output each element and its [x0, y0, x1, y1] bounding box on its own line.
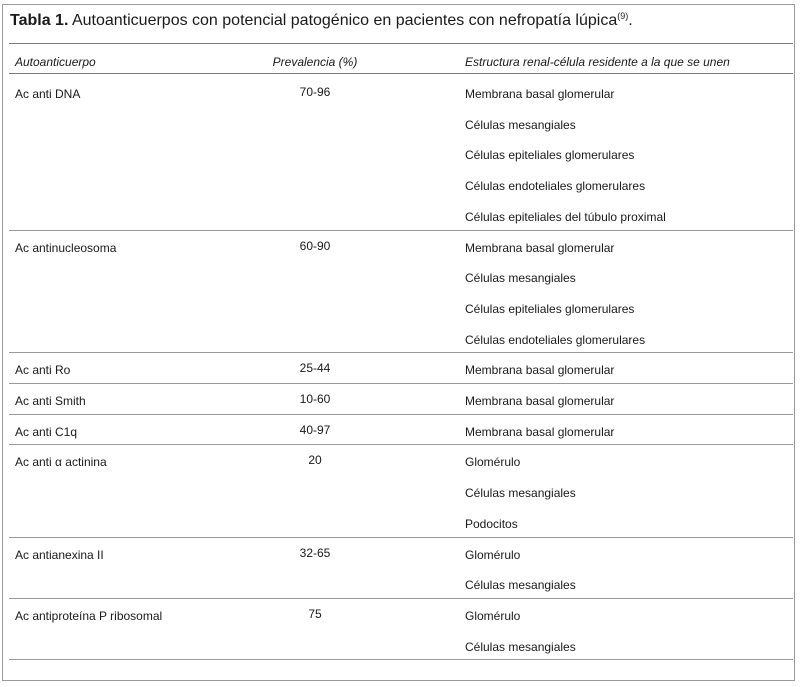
- header-bottom-rule: [9, 73, 793, 74]
- prevalence-cell: 10-60: [299, 392, 331, 406]
- column-header-autoanticuerpo: Autoanticuerpo: [15, 55, 96, 69]
- caption-title: Autoanticuerpos con potencial patogénico en pacientes con nefropatía lúpica: [71, 12, 618, 29]
- caption-period: .: [628, 12, 633, 29]
- target-cell: Glomérulo: [465, 547, 521, 562]
- antibody-cell: Ac antinucleosoma: [15, 240, 117, 255]
- target-cell: Células epiteliales del túbulo proximal: [465, 209, 666, 224]
- caption-label: Tabla 1.: [10, 12, 69, 29]
- antibody-cell: Ac anti α actinina: [15, 455, 107, 470]
- row-separator: [9, 414, 793, 415]
- target-cell: Glomérulo: [465, 608, 521, 623]
- prevalence-cell: 40-97: [299, 422, 331, 437]
- antibody-cell: Ac anti DNA: [15, 87, 81, 101]
- target-cell: Células endoteliales glomerulares: [465, 179, 646, 194]
- row-separator: [9, 537, 793, 538]
- row-separator: [9, 598, 793, 599]
- target-cell: Células mesangiales: [465, 639, 576, 654]
- target-cell: Glomérulo: [465, 455, 521, 470]
- target-cell: Membrana basal glomerular: [465, 394, 615, 408]
- antibody-cell: Ac anti Ro: [15, 363, 71, 378]
- target-cell: Células endoteliales glomerulares: [465, 332, 646, 347]
- prevalence-cell: 75: [308, 606, 322, 621]
- prevalence-cell: 70-96: [299, 85, 331, 99]
- row-separator: [9, 444, 793, 445]
- prevalence-cell: 25-44: [299, 361, 331, 376]
- antibody-cell: Ac antiproteína P ribosomal: [15, 608, 163, 623]
- table-frame: [2, 4, 795, 681]
- prevalence-cell: 32-65: [299, 545, 331, 560]
- prevalence-cell: 60-90: [299, 238, 331, 253]
- target-cell: Células mesangiales: [465, 271, 576, 286]
- target-cell: Membrana basal glomerular: [465, 424, 615, 439]
- target-cell: Membrana basal glomerular: [465, 87, 615, 101]
- row-separator: [9, 383, 793, 384]
- row-separator: [9, 352, 793, 353]
- target-cell: Células epiteliales glomerulares: [465, 148, 635, 163]
- target-cell: Células mesangiales: [465, 486, 576, 501]
- row-separator: [9, 659, 793, 660]
- header-top-rule: [9, 43, 793, 44]
- column-header-estructura: Estructura renal-célula residente a la que se unen: [465, 55, 730, 69]
- target-cell: Células epiteliales glomerulares: [465, 301, 635, 316]
- target-cell: Células mesangiales: [465, 117, 576, 132]
- prevalence-cell: 20: [308, 453, 322, 468]
- column-header-prevalencia: Prevalencia (%): [272, 55, 358, 69]
- target-cell: Membrana basal glomerular: [465, 240, 615, 255]
- target-cell: Podocitos: [465, 516, 518, 531]
- target-cell: Membrana basal glomerular: [465, 363, 615, 378]
- row-separator: [9, 230, 793, 231]
- antibody-cell: Ac anti C1q: [15, 424, 78, 439]
- target-cell: Células mesangiales: [465, 578, 576, 593]
- antibody-cell: Ac anti Smith: [15, 394, 86, 408]
- table-caption: [10, 11, 633, 31]
- antibody-cell: Ac antianexina II: [15, 547, 104, 562]
- caption-reference: (9): [617, 11, 629, 21]
